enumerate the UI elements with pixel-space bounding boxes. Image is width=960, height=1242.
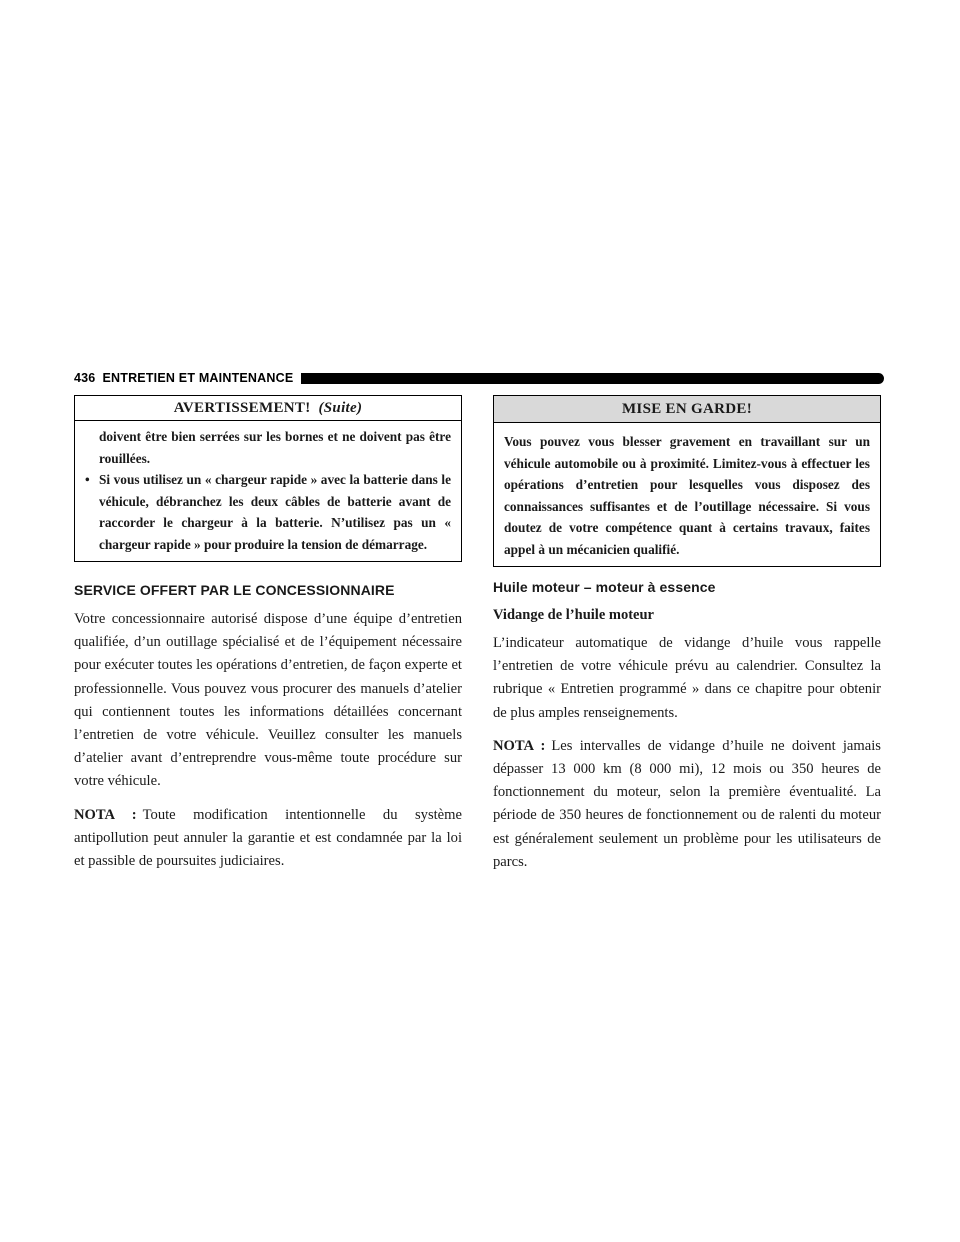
warning-bullet-text: Si vous utilisez un « chargeur rapide » avec la batterie dans le véhicule, débranchez les deux câbles de batterie avant de raccorder le chargeur à la batterie. N’utilisez pas un « chargeur rapide » pour produire la tension de démarrage.	[99, 472, 451, 552]
warning-box	[74, 395, 462, 562]
warning-title-suffix: (Suite)	[318, 400, 363, 416]
nota-text-left: Toute modification intentionnelle du système antipollution peut annuler la garantie et est condamnée par la loi et passible de poursuites judiciaires.	[74, 806, 462, 870]
oil-indicator-paragraph: L’indicateur automatique de vidange d’huile vous rappelle l’entretien de votre véhicule prévu au calendrier. Consultez la rubrique « Entretien programmé » dans ce chapitre pour obtenir de plus amples renseignements.	[493, 635, 881, 721]
nota-label-left: NOTA :	[74, 806, 137, 823]
page-number: 436	[74, 371, 96, 385]
caution-text: Vous pouvez vous blesser gravement en travaillant sur un véhicule automobile ou à proximité. Limitez-vous à effectuer les opérations d’entretien pour lesquelles vous disposez des connaissances suffisantes et de l’outillage nécessaire. Si vous doutez de votre compétence quant à certains travaux, faites appel à un mécanicien qualifié.	[504, 434, 870, 557]
header-rule	[301, 373, 884, 384]
warning-bullet	[85, 469, 451, 555]
warning-title: AVERTISSEMENT!	[173, 400, 311, 416]
nota-text-right: Les intervalles de vidange d’huile ne doivent jamais dépasser 13 000 km (8 000 mi), 12 mois ou 350 heures de fonctionnement du moteur, selon la première éventualité. La période de 350 heures de fonctionnement ou de ralenti du moteur est généralement seulement un problème pour les utilisateurs de parcs.	[493, 737, 881, 870]
dealer-service-paragraph: Votre concessionnaire autorisé dispose d’une équipe d’entretien qualifiée, d’un outillage spécialisé et de l’équipement nécessaire pour exécuter toutes les opérations d’entretien, de façon experte et professionnelle. Vous pouvez vous procurer des manuels d’atelier qui contiennent toutes les informations détaillées concernant l’entretien de votre véhicule. Veuillez consulter les manuels d’atelier avant d’entreprendre vous-même toute procédure sur votre véhicule.	[74, 611, 462, 790]
nota-label-right: NOTA :	[493, 737, 546, 754]
engine-oil-heading: Huile moteur – moteur à essence	[493, 579, 716, 595]
warning-continuation: doivent être bien serrées sur les bornes et ne doivent pas être rouillées.	[99, 429, 451, 466]
bullet-icon: •	[85, 472, 90, 487]
warning-box-title	[75, 396, 461, 421]
nota-paragraph-left	[74, 804, 462, 874]
caution-box-body	[494, 423, 880, 566]
page-header	[74, 369, 884, 387]
warning-box-body	[75, 421, 461, 561]
right-column	[493, 395, 881, 884]
oil-change-subheading: Vidange de l’huile moteur	[493, 607, 654, 623]
nota-paragraph-right	[493, 735, 881, 874]
caution-box	[493, 395, 881, 567]
dealer-service-heading: SERVICE OFFERT PAR LE CONCESSIONNAIRE	[74, 582, 395, 598]
caution-box-title: MISE EN GARDE!	[494, 396, 880, 423]
left-column	[74, 395, 462, 883]
section-title: ENTRETIEN ET MAINTENANCE	[102, 371, 294, 385]
